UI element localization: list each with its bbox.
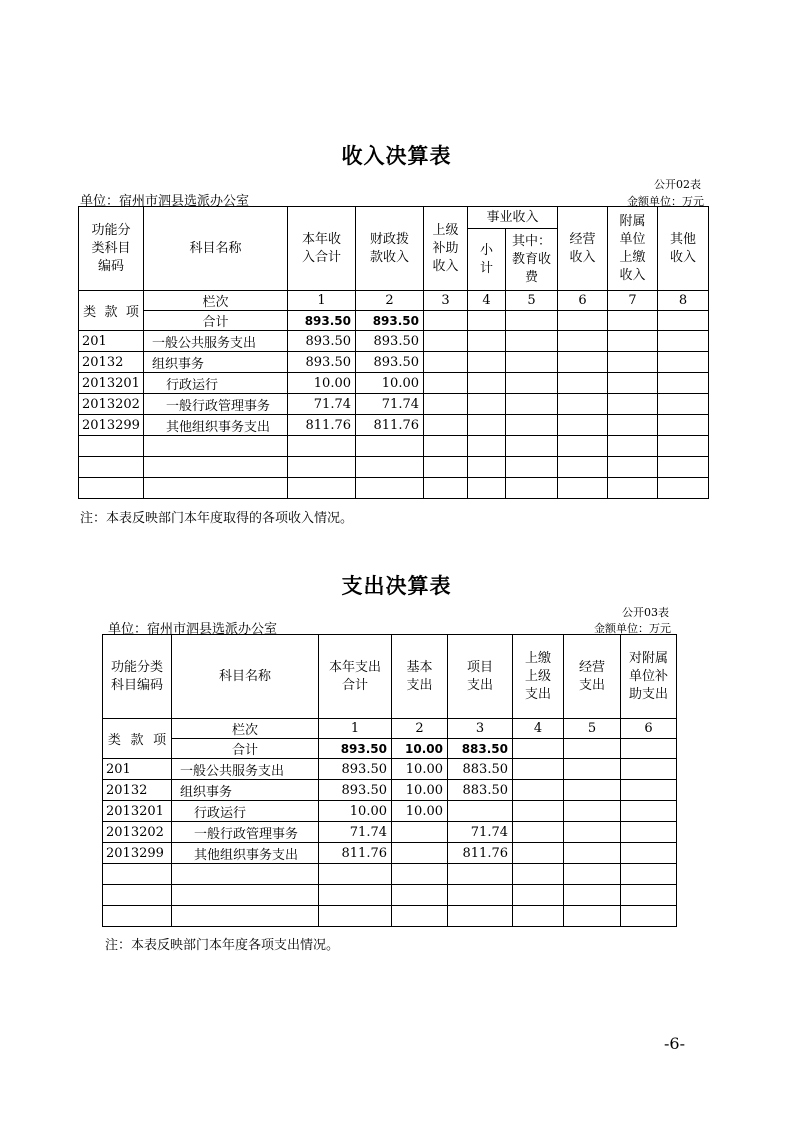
row-name: 一般公共服务支出	[172, 759, 319, 780]
row-total: 811.76	[288, 415, 356, 436]
expense-header-func-code: 功能分类科目编码	[103, 635, 172, 719]
income-header-superior: 上级补助收入	[424, 207, 468, 291]
expense-header-project: 项目支出	[448, 635, 513, 719]
income-sum-label: 合计	[144, 311, 288, 331]
expense-table-code: 公开03表	[622, 606, 669, 619]
table-row	[103, 801, 677, 822]
income-sum-total: 893.50	[288, 311, 356, 331]
income-sum-row	[79, 311, 709, 331]
row-name: 一般行政管理事务	[172, 822, 319, 843]
table-row-empty	[103, 864, 677, 885]
income-col-num: 2	[356, 291, 424, 311]
expense-col-num: 2	[392, 719, 448, 739]
income-header-subtotal: 小计	[468, 229, 506, 291]
income-table-code: 公开02表	[654, 178, 701, 191]
row-code: 20132	[79, 352, 144, 373]
row-total: 893.50	[288, 352, 356, 373]
row-total: 10.00	[288, 373, 356, 394]
table-row	[79, 373, 709, 394]
income-header-kuan: 款	[104, 305, 118, 320]
row-total: 893.50	[288, 331, 356, 352]
table-row-empty	[79, 436, 709, 457]
row-project	[448, 801, 513, 822]
row-fiscal: 893.50	[356, 331, 424, 352]
expense-unit-label: 单位：宿州市泗县选派办公室	[108, 622, 278, 637]
expense-lanci-label: 栏次	[172, 719, 319, 739]
row-code: 2013201	[103, 801, 172, 822]
row-code: 201	[79, 331, 144, 352]
row-basic: 10.00	[392, 780, 448, 801]
row-code: 2013299	[103, 843, 172, 864]
income-header-career: 事业收入	[468, 207, 558, 229]
income-table	[78, 206, 709, 499]
expense-header-lkx	[103, 719, 172, 759]
row-name: 其他组织事务支出	[172, 843, 319, 864]
income-title: 收入决算表	[341, 144, 452, 168]
income-col-num: 4	[468, 291, 506, 311]
expense-sum-label: 合计	[172, 739, 319, 759]
income-col-num: 1	[288, 291, 356, 311]
income-header-affiliated: 附属单位上缴收入	[608, 207, 658, 291]
expense-money-unit: 金额单位：万元	[594, 622, 671, 635]
table-row-empty	[79, 457, 709, 478]
row-fiscal: 811.76	[356, 415, 424, 436]
expense-title: 支出决算表	[341, 574, 452, 598]
table-row-empty	[103, 906, 677, 927]
income-col-num: 6	[558, 291, 608, 311]
row-name: 其他组织事务支出	[144, 415, 288, 436]
row-total: 811.76	[319, 843, 392, 864]
income-money-unit: 金额单位：万元	[627, 195, 704, 208]
expense-sum-total: 893.50	[319, 739, 392, 759]
income-col-num: 5	[506, 291, 558, 311]
row-code: 201	[103, 759, 172, 780]
income-note: 注：本表反映部门本年度取得的各项收入情况。	[80, 511, 354, 526]
row-project: 883.50	[448, 759, 513, 780]
expense-col-num: 4	[513, 719, 564, 739]
expense-table	[102, 634, 677, 927]
row-name: 组织事务	[172, 780, 319, 801]
expense-header-operating: 经营支出	[564, 635, 621, 719]
row-code: 2013201	[79, 373, 144, 394]
income-header-func-code: 功能分类科目编码	[79, 207, 144, 291]
expense-sum-project: 883.50	[448, 739, 513, 759]
expense-sum-row	[103, 739, 677, 759]
row-basic: 10.00	[392, 801, 448, 822]
income-header-operating: 经营收入	[558, 207, 608, 291]
income-header-lei: 类	[83, 305, 97, 320]
expense-header-kuan: 款	[130, 733, 144, 748]
row-total: 71.74	[288, 394, 356, 415]
row-name: 一般公共服务支出	[144, 331, 288, 352]
expense-header-total: 本年支出合计	[319, 635, 392, 719]
row-basic	[392, 822, 448, 843]
table-row	[79, 352, 709, 373]
row-code: 2013202	[103, 822, 172, 843]
row-fiscal: 71.74	[356, 394, 424, 415]
table-row	[103, 822, 677, 843]
expense-note: 注：本表反映部门本年度各项支出情况。	[105, 938, 340, 953]
table-row	[79, 415, 709, 436]
income-header-name: 科目名称	[144, 207, 288, 291]
table-row-empty	[103, 885, 677, 906]
table-row-empty	[79, 478, 709, 499]
row-code: 2013299	[79, 415, 144, 436]
row-total: 10.00	[319, 801, 392, 822]
row-total: 71.74	[319, 822, 392, 843]
row-project: 883.50	[448, 780, 513, 801]
income-col-num: 8	[658, 291, 709, 311]
row-code: 20132	[103, 780, 172, 801]
income-header-fiscal: 财政拨款收入	[356, 207, 424, 291]
table-row	[103, 759, 677, 780]
expense-col-num: 5	[564, 719, 621, 739]
income-col-num: 3	[424, 291, 468, 311]
row-name: 行政运行	[172, 801, 319, 822]
income-col-num: 7	[608, 291, 658, 311]
income-header-edu: 其中：教育收费	[506, 229, 558, 291]
row-name: 一般行政管理事务	[144, 394, 288, 415]
expense-sum-basic: 10.00	[392, 739, 448, 759]
row-name: 组织事务	[144, 352, 288, 373]
expense-col-num: 1	[319, 719, 392, 739]
row-project: 71.74	[448, 822, 513, 843]
income-header-other: 其他收入	[658, 207, 709, 291]
row-basic	[392, 843, 448, 864]
row-code: 2013202	[79, 394, 144, 415]
row-total: 893.50	[319, 780, 392, 801]
income-header-lkx	[79, 291, 144, 331]
row-project: 811.76	[448, 843, 513, 864]
row-name: 行政运行	[144, 373, 288, 394]
row-fiscal: 10.00	[356, 373, 424, 394]
income-sum-fiscal: 893.50	[356, 311, 424, 331]
income-lanci-label: 栏次	[144, 291, 288, 311]
expense-header-basic: 基本支出	[392, 635, 448, 719]
expense-header-xiang: 项	[153, 733, 167, 748]
table-row	[79, 394, 709, 415]
expense-header-lei: 类	[107, 733, 121, 748]
expense-col-num: 6	[621, 719, 677, 739]
income-header-total: 本年收入合计	[288, 207, 356, 291]
table-row	[79, 331, 709, 352]
expense-header-name: 科目名称	[172, 635, 319, 719]
page-number: -6-	[664, 1034, 685, 1053]
expense-header-affiliated: 对附属单位补助支出	[621, 635, 677, 719]
expense-header-superior: 上缴上级支出	[513, 635, 564, 719]
table-row	[103, 780, 677, 801]
row-fiscal: 893.50	[356, 352, 424, 373]
expense-col-num: 3	[448, 719, 513, 739]
row-basic: 10.00	[392, 759, 448, 780]
income-unit-label: 单位：宿州市泗县选派办公室	[80, 194, 250, 209]
table-row	[103, 843, 677, 864]
row-total: 893.50	[319, 759, 392, 780]
income-header-xiang: 项	[125, 305, 139, 320]
